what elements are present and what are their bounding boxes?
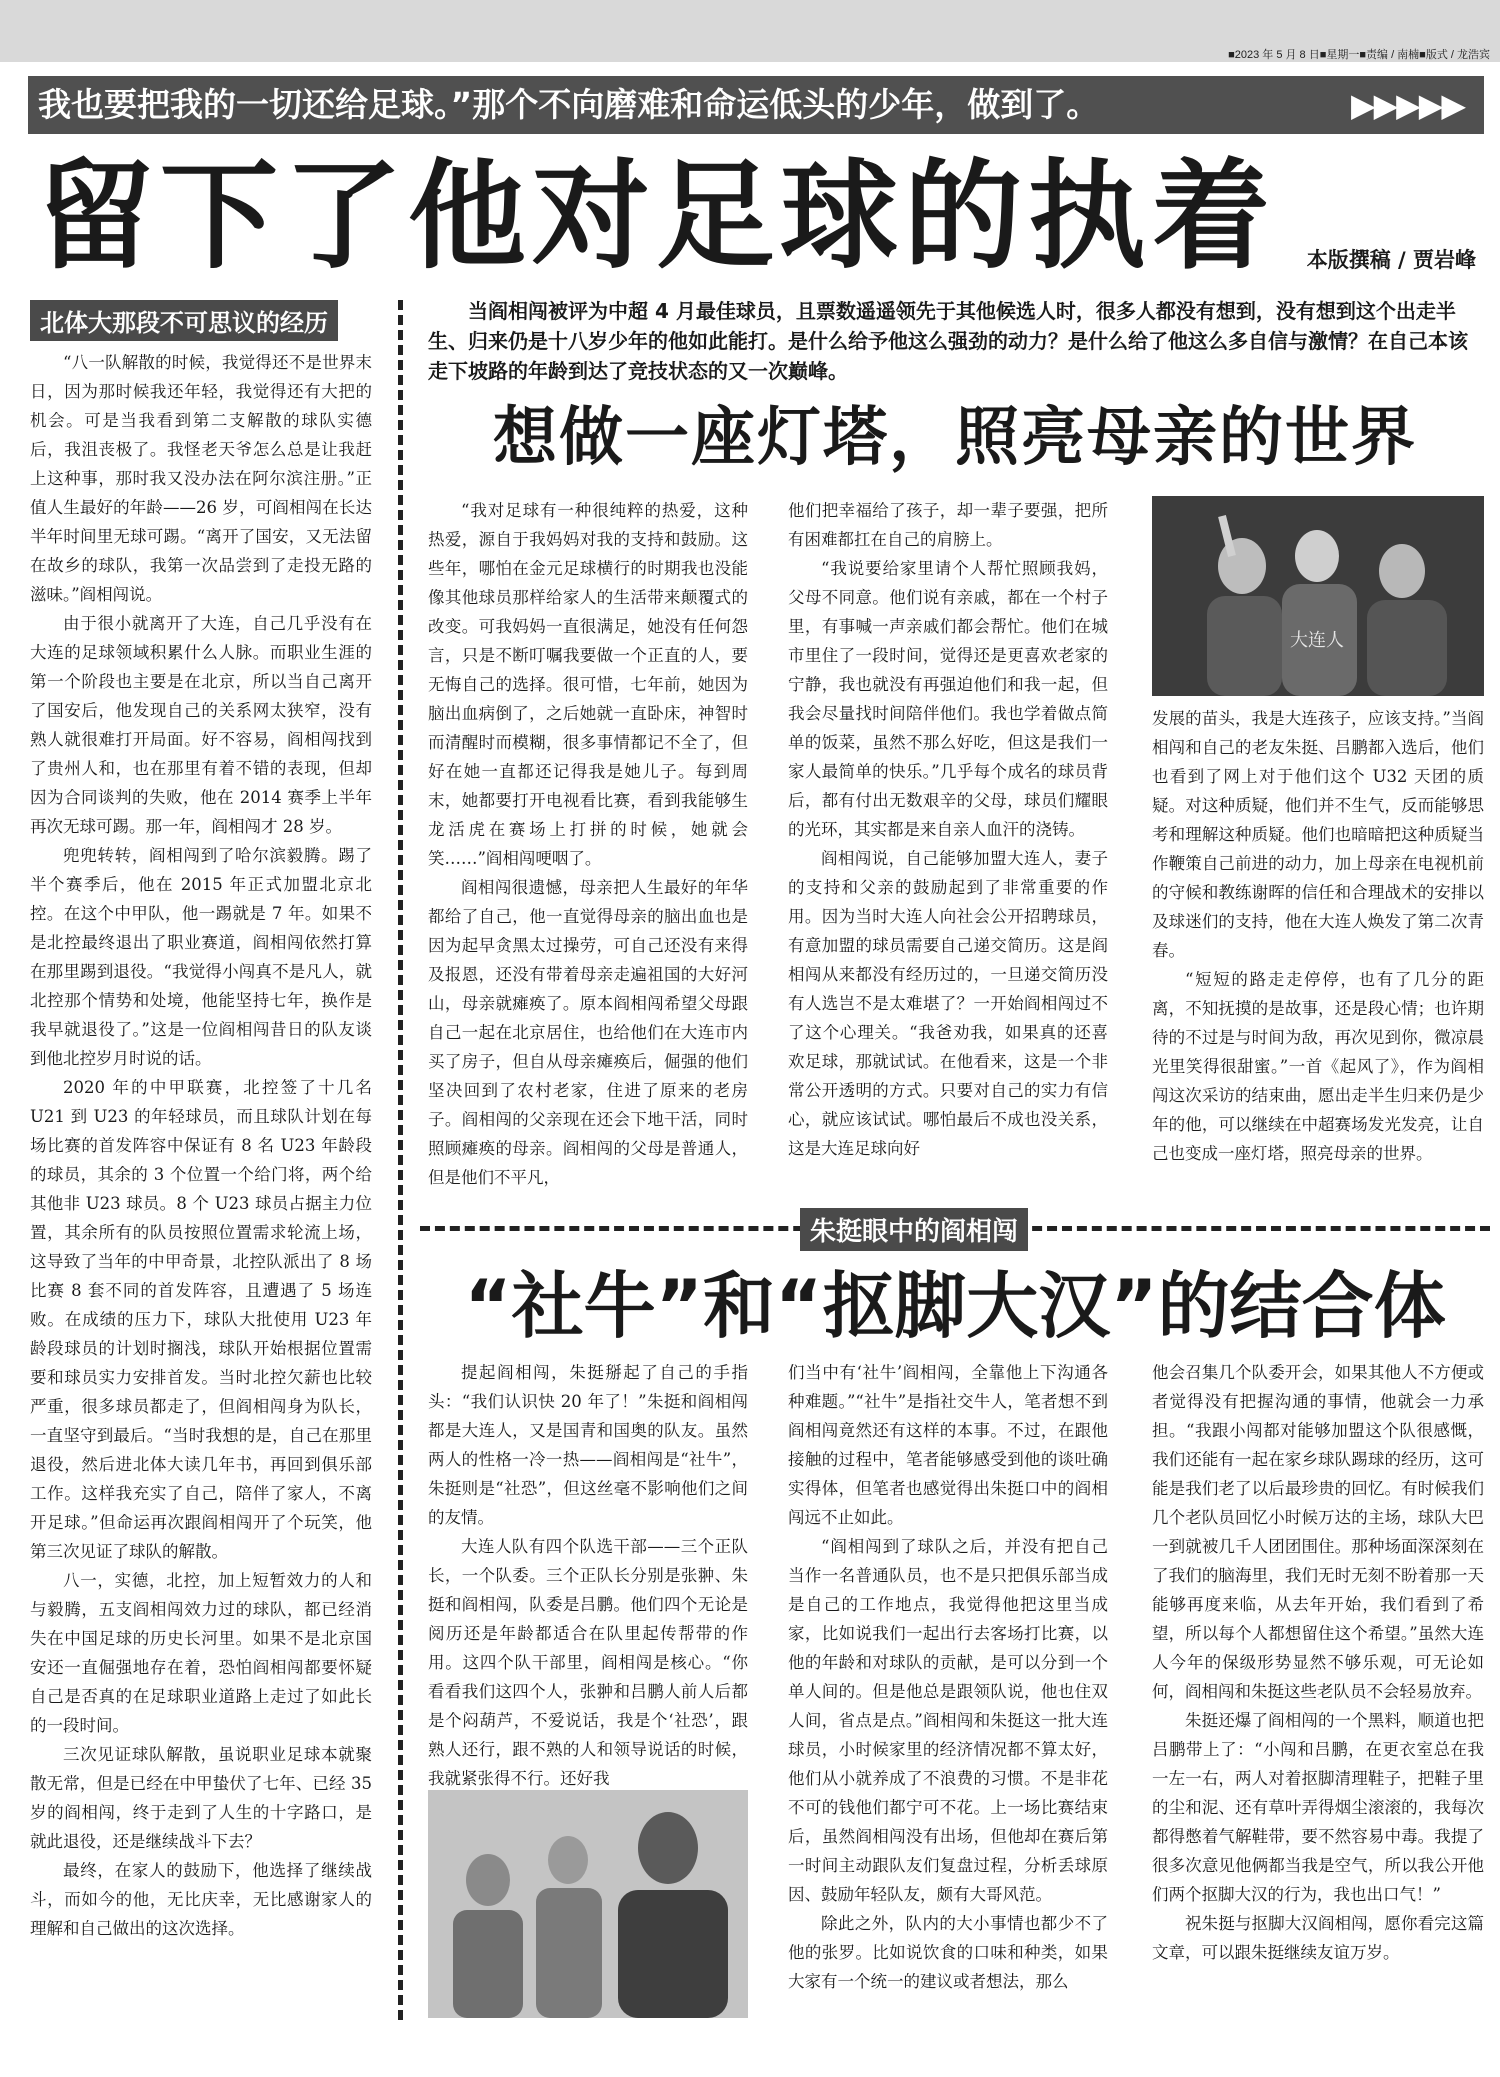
main-headline: 留下了他对足球的执着 bbox=[36, 147, 1277, 285]
issue-info: ■2023 年 5 月 8 日■星期一■责编 / 南楠■版式 / 龙浩宾 bbox=[1228, 49, 1490, 61]
paragraph: “八一队解散的时候，我觉得还不是世界末日，因为那时候我还年轻，我觉得还有大把的机会。可是当我看到第二支解散的球队实德后，我沮丧极了。我怪老天爷怎么总是让我赶上这种事，那时我又没办法在阿尔滨注册。”正值人生最好的年龄——26 岁，可阎相闯在长达半年时间里无球可踢。“离开了国安，又无法留在故乡的球队，我第一次品尝到了走投无路的滋味。”阎相闯说。 bbox=[30, 353, 372, 604]
paragraph: 朱挺还爆了阎相闯的一个黑料，顺道也把吕鹏带上了：“小闯和吕鹏，在更衣室总在我一左一右，两人对着抠脚清理鞋子，把鞋子里的尘和泥、还有草叶弄得烟尘滚滚的，我每次都得憋着气解鞋带，要不然容易中毒。我提了很多次意见他俩都当我是空气，所以我公开他们两个抠脚大汉的行为，我也出口气！” bbox=[1152, 1711, 1484, 1904]
mother-column-1 bbox=[428, 496, 748, 1196]
banner-text: 我也要把我的一切还给足球。”那个不向磨难和命运低头的少年，做到了。 bbox=[38, 85, 1100, 124]
paragraph: 大连人队有四个队选干部——三个正队长，一个队委。三个正队长分别是张翀、朱挺和阎相闯，队委是吕鹏。他们四个无论是阅历还是年龄都适合在队里起传帮带的作用。这四个队干部里，阎相闯是核心。“你看看我们这四个人，张翀和吕鹏人前人后都是个闷葫芦，不爱说话，我是个‘社恐’，跟熟人还行，跟不熟的人和领导说话的时候，我就紧张得不行。还好我 bbox=[428, 1537, 748, 1788]
paragraph: 最终，在家人的鼓励下，他选择了继续战斗，而如今的他，无比庆幸，无比感谢家人的理解和自己做出的这次选择。 bbox=[30, 1861, 372, 1938]
jersey-text: 大连人 bbox=[1290, 630, 1344, 651]
paragraph: 由于很小就离开了大连，自己几乎没有在大连的足球领域积累什么人脉。而职业生涯的第一个阶段也主要是在北京，所以当自己离开了国安后，他发现自己的关系网太狭窄，没有熟人就很难打开局面。好不容易，阎相闯找到了贵州人和，也在那里有着不错的表现，但却因为合同谈判的失败，他在 2014 赛季上半年再次无球可踢。那一年，阎相闯才 28 岁。 bbox=[30, 614, 372, 836]
section-tag-zhu: 朱挺眼中的阎相闯 bbox=[800, 1208, 1028, 1251]
mother-column-2 bbox=[788, 496, 1108, 1196]
paragraph: 提起阎相闯，朱挺掰起了自己的手指头：“我们认识快 20 年了！”朱挺和阎相闯都是大连人，又是国青和国奥的队友。虽然两人的性格一冷一热——阎相闯是“社牛”，朱挺则是“社恐”，但这丝毫不影响他们之间的友情。 bbox=[428, 1363, 748, 1527]
team-celebration-photo bbox=[1152, 496, 1484, 696]
zhu-column-3 bbox=[1152, 1358, 1484, 2018]
paragraph: 八一，实德，北控，加上短暂效力的人和与毅腾，五支阎相闯效力过的球队，都已经消失在中国足球的历史长河里。如果不是北京国安还一直倔强地存在着，恐怕阎相闯都要怀疑自己是否真的在足球职业道路上走过了如此长的一段时间。 bbox=[30, 1571, 372, 1735]
banner-arrows: ▶▶▶▶▶ bbox=[1350, 86, 1464, 124]
section-headline-mother: 想做一座灯塔，照亮母亲的世界 bbox=[493, 401, 1417, 475]
paragraph: 除此之外，队内的大小事情也都少不了他的张罗。比如说饮食的口味和种类，如果大家有一个统一的建议或者想法，那么 bbox=[788, 1914, 1108, 1991]
vertical-divider bbox=[398, 300, 403, 2020]
zhu-column-2 bbox=[788, 1358, 1108, 2018]
celebration-image bbox=[1152, 496, 1484, 696]
paragraph: 发展的苗头，我是大连孩子，应该支持。”当阎相闯和自己的老友朱挺、吕鹏都入选后，他们也看到了网上对于他们这个 U32 天团的质疑。对这种质疑，他们并不生气，反而能够思考和理解这种质疑。他们也暗暗把这种质疑当作鞭策自己前进的动力，加上母亲在电视机前的守候和教练谢晖的信任和合理战术的安排以及球迷们的支持，他在大连人焕发了第二次青春。 bbox=[1152, 709, 1484, 960]
mother-column-3 bbox=[1152, 704, 1484, 1194]
byline: 本版撰稿 / 贾岩峰 bbox=[1306, 248, 1476, 272]
section-headline-zhu: “社牛”和“抠脚大汉”的结合体 bbox=[464, 1264, 1446, 1348]
paragraph: “我说要给家里请个人帮忙照顾我妈，父母不同意。他们说有亲戚，都在一个村子里，有事喊一声亲戚们都会帮忙。他们在城市里住了一段时间，觉得还是更喜欢老家的宁静，我也就没有再强迫他们和我一起，但我会尽量找时间陪伴他们。我也学着做点简单的饭菜，虽然不那么好吃，但这是我们一家人最简单的快乐。”几乎每个成名的球员背后，都有付出无数艰辛的父母，球员们耀眼的光环，其实都是来自亲人血汗的浇铸。 bbox=[788, 559, 1108, 839]
zhu-column-1 bbox=[428, 1358, 748, 1788]
paragraph: 阎相闯很遗憾，母亲把人生最好的年华都给了自己，他一直觉得母亲的脑出血也是因为起早贪黑太过操劳，可自己还没有来得及报恩，还没有带着母亲走遍祖国的大好河山，母亲就瘫痪了。原本阎相闯希望父母跟自己一起在北京居住，也给他们在大连市内买了房子，但自从母亲瘫痪后，倔强的他们坚决回到了农村老家，住进了原来的老房子。阎相闯的父亲现在还会下地干活，同时照顾瘫痪的母亲。阎相闯的父母是普通人，但是他们不平凡， bbox=[428, 878, 748, 1187]
paragraph: 他会召集几个队委开会，如果其他人不方便或者觉得没有把握沟通的事情，他就会一力承担。“我跟小闯都对能够加盟这个队很感慨，我们还能有一起在家乡球队踢球的经历，这可能是我们老了以后最珍贵的回忆。有时候我们几个老队员回忆小时候万达的主场，球队大巴一到就被几千人团团围住。那种场面深深刻在了我们的脑海里，我们无时无刻不盼着那一天能够再度来临，从去年开始，我们看到了希望，所以每个人都想留住这个希望。”虽然大连人今年的保级形势显然不够乐观，可无论如何，阎相闯和朱挺这些老队员不会轻易放弃。 bbox=[1152, 1363, 1484, 1701]
lead-paragraph: 当阎相闯被评为中超 4 月最佳球员，且票数遥遥领先于其他候选人时，很多人都没有想到，没有想到这个出走半生、归来仍是十八岁少年的他如此能打。是什么给予他这么强劲的动力？是什么给了他这么多自信与激情？在自己本该走下坡路的年龄到达了竞技状态的又一次巅峰。 bbox=[428, 299, 1468, 383]
players-image bbox=[428, 1790, 748, 2018]
players-photo bbox=[428, 1790, 748, 2018]
paragraph: 三次见证球队解散，虽说职业足球本就聚散无常，但是已经在中甲蛰伏了七年、已经 35 岁的阎相闯，终于走到了人生的十字路口，是就此退役，还是继续战斗下去？ bbox=[30, 1745, 372, 1851]
paragraph: 他们把幸福给了孩子，却一辈子要强，把所有困难都扛在自己的肩膀上。 bbox=[788, 501, 1108, 549]
paragraph: 们当中有‘社牛’阎相闯，全靠他上下沟通各种难题。”“社牛”是指社交牛人，笔者想不到阎相闯竟然还有这样的本事。不过，在跟他接触的过程中，笔者能够感受到他的谈吐确实得体，但笔者也感觉得出朱挺口中的阎相闯远不止如此。 bbox=[788, 1363, 1108, 1527]
paragraph: 祝朱挺与抠脚大汉阎相闯，愿你看完这篇文章，可以跟朱挺继续友谊万岁。 bbox=[1152, 1914, 1484, 1962]
left-column bbox=[30, 348, 372, 2008]
paragraph: “我对足球有一种很纯粹的热爱，这种热爱，源自于我妈妈对我的支持和鼓励。这些年，哪怕在金元足球横行的时期我也没能像其他球员那样给家人的生活带来颠覆式的改变。可我妈妈一直很满足，她没有任何怨言，只是不断叮嘱我要做一个正直的人，要无悔自己的选择。很可惜，七年前，她因为脑出血病倒了，之后她就一直卧床，神智时而清醒时而模糊，很多事情都记不全了，但好在她一直都还记得我是她儿子。每到周末，她都要打开电视看比赛，看到我能够生龙活虎在赛场上打拼的时候，她就会笑……”阎相闯哽咽了。 bbox=[428, 501, 748, 868]
paragraph: “阎相闯到了球队之后，并没有把自己当作一名普通队员，也不是只把俱乐部当成是自己的工作地点，我觉得他把这里当成家，比如说我们一起出行去客场打比赛，以他的年龄和对球队的贡献，是可以分到一个单人间的。但是他总是跟领队说，他也住双人间，省点是点。”阎相闯和朱挺这一批大连球员，小时候家里的经济情况都不算太好，他们从小就养成了不浪费的习惯。不是非花不可的钱他们都宁可不花。上一场比赛结束后，虽然阎相闯没有出场，但他却在赛后第一时间主动跟队友们复盘过程，分析丢球原因、鼓励年轻队友，颇有大哥风范。 bbox=[788, 1537, 1108, 1904]
paragraph: 兜兜转转，阎相闯到了哈尔滨毅腾。踢了半个赛季后，他在 2015 年正式加盟北京北控。在这个中甲队，他一踢就是 7 年。如果不是北控最终退出了职业赛道，阎相闯依然打算在那里踢到退役。“我觉得小闯真不是凡人，就北控那个情势和处境，他能坚持七年，换作是我早就退役了。”这是一位阎相闯昔日的队友谈到他北控岁月时说的话。 bbox=[30, 846, 372, 1068]
banner bbox=[28, 76, 1484, 134]
section-tag-left: 北体大那段不可思议的经历 bbox=[30, 300, 338, 341]
paragraph: 阎相闯说，自己能够加盟大连人，妻子的支持和父亲的鼓励起到了非常重要的作用。因为当时大连人向社会公开招聘球员，有意加盟的球员需要自己递交简历。这是阎相闯从来都没有经历过的，一旦递交简历没有人选岂不是太难堪了？一开始阎相闯过不了这个心理关。“我爸劝我，如果真的还喜欢足球，那就试试。在他看来，这是一个非常公开透明的方式。只要对自己的实力有信心，就应该试试。哪怕最后不成也没关系，这是大连足球向好 bbox=[788, 849, 1108, 1158]
paragraph: “短短的路走走停停，也有了几分的距离，不知抚摸的是故事，还是段心情；也许期待的不过是与时间为敌，再次见到你，微凉晨光里笑得很甜蜜。”一首《起风了》，作为阎相闯这次采访的结束曲，愿出走半生归来仍是少年的他，可以继续在中超赛场发光发亮，让自己也变成一座灯塔，照亮母亲的世界。 bbox=[1152, 970, 1484, 1163]
paragraph: 2020 年的中甲联赛，北控签了十几名 U21 到 U23 的年轻球员，而且球队计划在每场比赛的首发阵容中保证有 8 名 U23 年龄段的球员，其余的 3 个位置一个给门将，两个给其他非 U23 球员。8 个 U23 球员占据主力位置，其余所有的队员按照位置需求轮流上场，这导致了当年的中甲奇景，北控队派出了 8 场比赛 8 套不同的首发阵容，且遭遇了 5 场连败。在成绩的压力下，球队大批使用 U23 年龄段球员的计划时搁浅，球队开始根据位置需要和球员实力安排首发。当时北控欠薪也比较严重，很多球员都走了，但阎相闯身为队长，一直坚守到最后。“当时我想的是，自己在那里退役，然后进北体大读几年书，再回到俱乐部工作。这样我充实了自己，陪伴了家人，不离开足球。”但命运再次跟阎相闯开了个玩笑，他第三次见证了球队的解散。 bbox=[30, 1078, 372, 1561]
